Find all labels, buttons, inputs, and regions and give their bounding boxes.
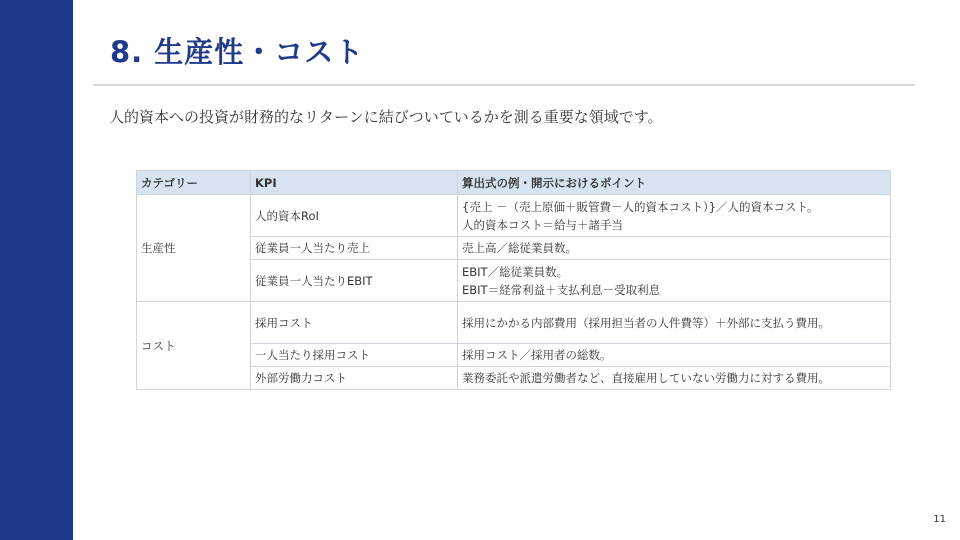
formula-line: 売上高／総従業員数。 — [462, 241, 577, 255]
table-row — [137, 260, 891, 302]
table-row — [137, 344, 891, 367]
page-number: 11 — [933, 514, 946, 525]
formula-line: {売上 －（売上原価＋販管費－人的資本コスト）}／人的資本コスト。 — [462, 199, 819, 214]
formula-line: 業務委託や派遣労働者など、直接雇用していない労働力に対する費用。 — [462, 371, 830, 385]
kpi-cell: 従業員一人当たりEBIT — [251, 260, 458, 302]
table-row — [137, 367, 891, 390]
kpi-table — [136, 170, 891, 390]
side-accent-bar — [0, 0, 73, 540]
formula-cell — [458, 195, 891, 237]
formula-cell — [458, 302, 891, 344]
formula-line: 採用にかかる内部費用（採用担当者の人件費等）＋外部に支払う費用。 — [462, 315, 830, 330]
category-cell: 生産性 — [137, 195, 251, 302]
table-header-row — [137, 171, 891, 195]
kpi-cell: 従業員一人当たり売上 — [251, 237, 458, 260]
kpi-cell: 外部労働力コスト — [251, 367, 458, 390]
formula-cell — [458, 367, 891, 390]
table-row — [137, 302, 891, 344]
kpi-cell: 一人当たり採用コスト — [251, 344, 458, 367]
category-cell: コスト — [137, 302, 251, 390]
formula-cell — [458, 260, 891, 302]
table-row — [137, 195, 891, 237]
formula-line: EBIT＝経常利益＋支払利息－受取利息 — [462, 282, 661, 297]
title-divider — [93, 84, 915, 86]
kpi-cell: 採用コスト — [251, 302, 458, 344]
header-formula: 算出式の例・開示におけるポイント — [458, 171, 891, 195]
header-kpi: KPI — [251, 171, 458, 195]
header-category: カテゴリー — [137, 171, 251, 195]
formula-line: EBIT／総従業員数。 — [462, 264, 569, 279]
formula-cell — [458, 237, 891, 260]
kpi-cell: 人的資本RoI — [251, 195, 458, 237]
formula-line: 人的資本コスト＝給与＋諸手当 — [462, 217, 623, 232]
formula-line: 採用コスト／採用者の総数。 — [462, 348, 612, 362]
formula-cell — [458, 344, 891, 367]
slide-title: 8. 生産性・コスト — [110, 35, 365, 69]
lead-text: 人的資本への投資が財務的なリターンに結びついているかを測る重要な領域です。 — [109, 108, 663, 126]
table-row — [137, 237, 891, 260]
